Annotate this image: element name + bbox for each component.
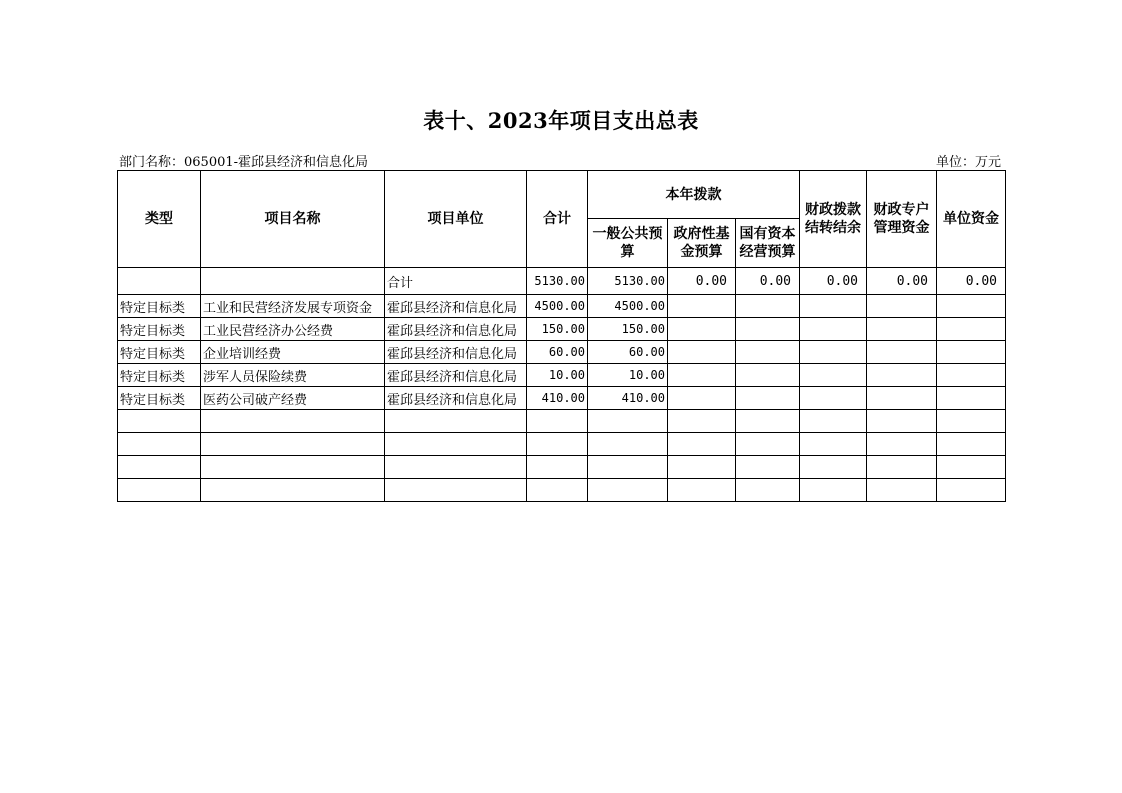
cell-empty — [588, 410, 668, 433]
cell-special-fund — [867, 341, 937, 364]
cell-gov-fund — [668, 387, 736, 410]
page-title: 表十、2023年项目支出总表 — [423, 108, 699, 133]
cell-project-name: 工业和民营经济发展专项资金 — [201, 295, 385, 318]
cell-empty — [588, 456, 668, 479]
cell-empty — [800, 479, 867, 502]
cell-project-name: 工业民营经济办公经费 — [201, 318, 385, 341]
cell-empty — [201, 456, 385, 479]
cell-empty — [385, 479, 527, 502]
cell-general-budget: 5130.00 — [588, 268, 668, 295]
cell-gov-fund — [668, 364, 736, 387]
cell-empty — [800, 456, 867, 479]
cell-state-capital — [736, 318, 800, 341]
cell-empty — [800, 433, 867, 456]
cell-special-fund — [867, 295, 937, 318]
cell-project-unit: 霍邱县经济和信息化局 — [385, 318, 527, 341]
cell-empty — [736, 410, 800, 433]
cell-empty — [201, 433, 385, 456]
cell-special-fund: 0.00 — [867, 268, 937, 295]
cell-general-budget: 10.00 — [588, 364, 668, 387]
cell-total: 410.00 — [527, 387, 588, 410]
cell-empty — [668, 410, 736, 433]
table-row — [118, 318, 1006, 341]
cell-state-capital — [736, 387, 800, 410]
cell-general-budget: 4500.00 — [588, 295, 668, 318]
cell-project-unit: 霍邱县经济和信息化局 — [385, 295, 527, 318]
header-project-unit: 项目单位 — [385, 171, 527, 268]
cell-empty — [385, 456, 527, 479]
table-row-empty — [118, 479, 1006, 502]
cell-project-unit: 霍邱县经济和信息化局 — [385, 387, 527, 410]
cell-state-capital: 0.00 — [736, 268, 800, 295]
table-row-total — [118, 268, 1006, 295]
header-general-budget: 一般公共预算 — [588, 219, 668, 268]
cell-empty — [668, 456, 736, 479]
cell-empty — [937, 410, 1006, 433]
header-special-fund: 财政专户管理资金 — [867, 171, 937, 268]
table-row-empty — [118, 456, 1006, 479]
cell-total: 10.00 — [527, 364, 588, 387]
cell-empty — [527, 479, 588, 502]
cell-empty — [867, 479, 937, 502]
cell-unit-fund: 0.00 — [937, 268, 1006, 295]
cell-carryover — [800, 318, 867, 341]
table-row — [118, 295, 1006, 318]
cell-type: 特定目标类 — [118, 341, 201, 364]
unit-label: 单位：万元 — [935, 155, 1001, 170]
cell-total-label: 合计 — [385, 268, 527, 295]
cell-empty — [736, 456, 800, 479]
cell-gov-fund — [668, 341, 736, 364]
cell-unit-fund — [937, 295, 1006, 318]
table-row — [118, 364, 1006, 387]
cell-type: 特定目标类 — [118, 387, 201, 410]
cell-type: 特定目标类 — [118, 318, 201, 341]
cell-empty — [668, 433, 736, 456]
cell-empty — [118, 479, 201, 502]
cell-empty — [527, 456, 588, 479]
cell-state-capital — [736, 295, 800, 318]
cell-empty — [937, 479, 1006, 502]
cell-empty — [867, 456, 937, 479]
header-total: 合计 — [527, 171, 588, 268]
cell-empty — [118, 433, 201, 456]
header-type: 类型 — [118, 171, 201, 268]
cell-total: 60.00 — [527, 341, 588, 364]
table-row — [118, 387, 1006, 410]
cell-gov-fund: 0.00 — [668, 268, 736, 295]
cell-empty — [736, 433, 800, 456]
cell-empty — [118, 456, 201, 479]
cell-empty — [937, 456, 1006, 479]
cell-project-unit: 霍邱县经济和信息化局 — [385, 341, 527, 364]
cell-unit-fund — [937, 318, 1006, 341]
cell-empty — [118, 410, 201, 433]
table-row-empty — [118, 433, 1006, 456]
cell-special-fund — [867, 318, 937, 341]
cell-empty — [201, 479, 385, 502]
cell-empty — [201, 410, 385, 433]
cell-carryover — [800, 387, 867, 410]
cell-empty — [736, 479, 800, 502]
header-gov-fund: 政府性基金预算 — [668, 219, 736, 268]
table-row — [118, 341, 1006, 364]
cell-empty — [588, 433, 668, 456]
cell-special-fund — [867, 364, 937, 387]
header-state-capital: 国有资本经营预算 — [736, 219, 800, 268]
cell-total: 150.00 — [527, 318, 588, 341]
cell-project-name — [201, 268, 385, 295]
cell-type: 特定目标类 — [118, 295, 201, 318]
cell-special-fund — [867, 387, 937, 410]
cell-general-budget: 150.00 — [588, 318, 668, 341]
cell-empty — [527, 410, 588, 433]
project-expenditure-table — [117, 170, 1006, 502]
cell-type: 特定目标类 — [118, 364, 201, 387]
cell-general-budget: 410.00 — [588, 387, 668, 410]
cell-state-capital — [736, 341, 800, 364]
cell-project-name: 企业培训经费 — [201, 341, 385, 364]
header-this-year-allocation: 本年拨款 — [588, 171, 800, 219]
cell-total: 4500.00 — [527, 295, 588, 318]
header-project-name: 项目名称 — [201, 171, 385, 268]
header-carryover: 财政拨款结转结余 — [800, 171, 867, 268]
cell-gov-fund — [668, 295, 736, 318]
cell-empty — [385, 433, 527, 456]
cell-project-name: 医药公司破产经费 — [201, 387, 385, 410]
cell-empty — [867, 410, 937, 433]
cell-unit-fund — [937, 341, 1006, 364]
cell-type — [118, 268, 201, 295]
cell-gov-fund — [668, 318, 736, 341]
cell-empty — [867, 433, 937, 456]
cell-carryover — [800, 341, 867, 364]
cell-carryover — [800, 364, 867, 387]
cell-project-unit: 霍邱县经济和信息化局 — [385, 364, 527, 387]
cell-carryover: 0.00 — [800, 268, 867, 295]
cell-general-budget: 60.00 — [588, 341, 668, 364]
header-unit-fund: 单位资金 — [937, 171, 1006, 268]
cell-unit-fund — [937, 364, 1006, 387]
cell-empty — [668, 479, 736, 502]
cell-total: 5130.00 — [527, 268, 588, 295]
cell-unit-fund — [937, 387, 1006, 410]
table-row-empty — [118, 410, 1006, 433]
cell-empty — [588, 479, 668, 502]
cell-empty — [527, 433, 588, 456]
cell-project-name: 涉军人员保险续费 — [201, 364, 385, 387]
cell-carryover — [800, 295, 867, 318]
cell-empty — [385, 410, 527, 433]
cell-empty — [937, 433, 1006, 456]
cell-state-capital — [736, 364, 800, 387]
department-name: 部门名称：065001-霍邱县经济和信息化局 — [119, 155, 369, 170]
cell-empty — [800, 410, 867, 433]
